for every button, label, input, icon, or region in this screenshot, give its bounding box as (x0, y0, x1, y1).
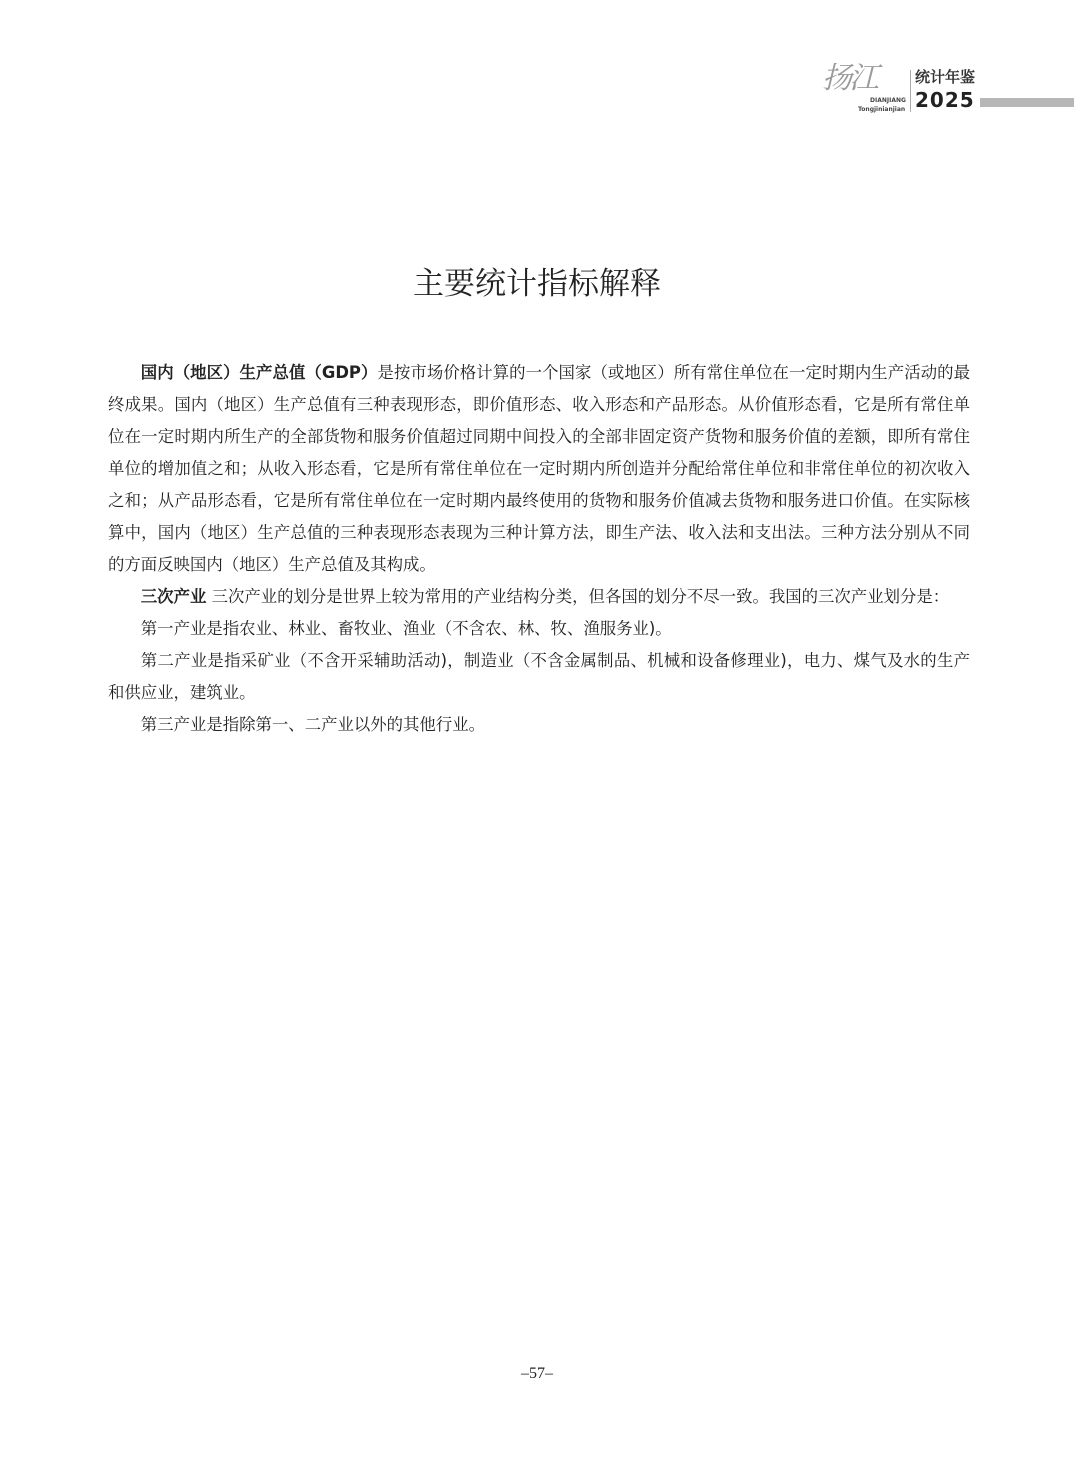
yearbook-header-logo (822, 61, 1074, 116)
paragraph-text: 是按市场价格计算的一个国家（或地区）所有常住单位在一定时期内生产活动的最终成果。国内（地区）生产总值有三种表现形态，即价值形态、收入形态和产品形态。从价值形态看，它是所有常住单位在一定时期内所生产的全部货物和服务价值超过同期中间投入的全部非固定资产货物和服务价值的差额，即所有常住单位的增加值之和；从收入形态看，它是所有常住单位在一定时期内所创造并分配给常住单位和非常住单位的初次收入之和；从产品形态看，它是所有常住单位在一定时期内最终使用的货物和服务价值减去货物和服务进口价值。在实际核算中，国内（地区）生产总值的三种表现形态表现为三种计算方法，即生产法、收入法和支出法。三种方法分别从不同的方面反映国内（地区）生产总值及其构成。 (108, 363, 971, 574)
logo-divider (910, 70, 911, 112)
logo-pinyin: DIANJIANG (870, 97, 906, 104)
paragraph-text: 第二产业是指采矿业（不含开采辅助活动)，制造业（不含金属制品、机械和设备修理业)，电力、煤气及水的生产和供应业，建筑业。 (108, 651, 970, 702)
body-text (108, 357, 970, 741)
paragraph-text: 第三产业是指除第一、二产业以外的其他行业。 (140, 715, 485, 734)
paragraph-gdp (108, 357, 970, 581)
term-gdp: 国内（地区）生产总值（GDP） (140, 363, 378, 382)
header-bar (980, 98, 1074, 107)
logo-calligraphy: 扬江 (822, 61, 876, 96)
paragraph-secondary (108, 645, 970, 709)
paragraph-text: 第一产业是指农业、林业、畜牧业、渔业（不含农、林、牧、渔服务业)。 (140, 619, 672, 638)
page-number: –57– (521, 1365, 553, 1382)
paragraph-tertiary (108, 709, 970, 741)
publication-year: 2025 (915, 88, 975, 112)
paragraph-primary (108, 613, 970, 645)
publication-name: 统计年鉴 (915, 68, 976, 86)
page-title: 主要统计指标解释 (413, 266, 661, 302)
term-three-industries: 三次产业 (140, 587, 207, 606)
paragraph-text: 三次产业的划分是世界上较为常用的产业结构分类，但各国的划分不尽一致。我国的三次产业划分是： (206, 587, 950, 606)
paragraph-three-industries (108, 581, 970, 613)
logo-pinyin-sub: Tongjinianjian (858, 106, 906, 113)
